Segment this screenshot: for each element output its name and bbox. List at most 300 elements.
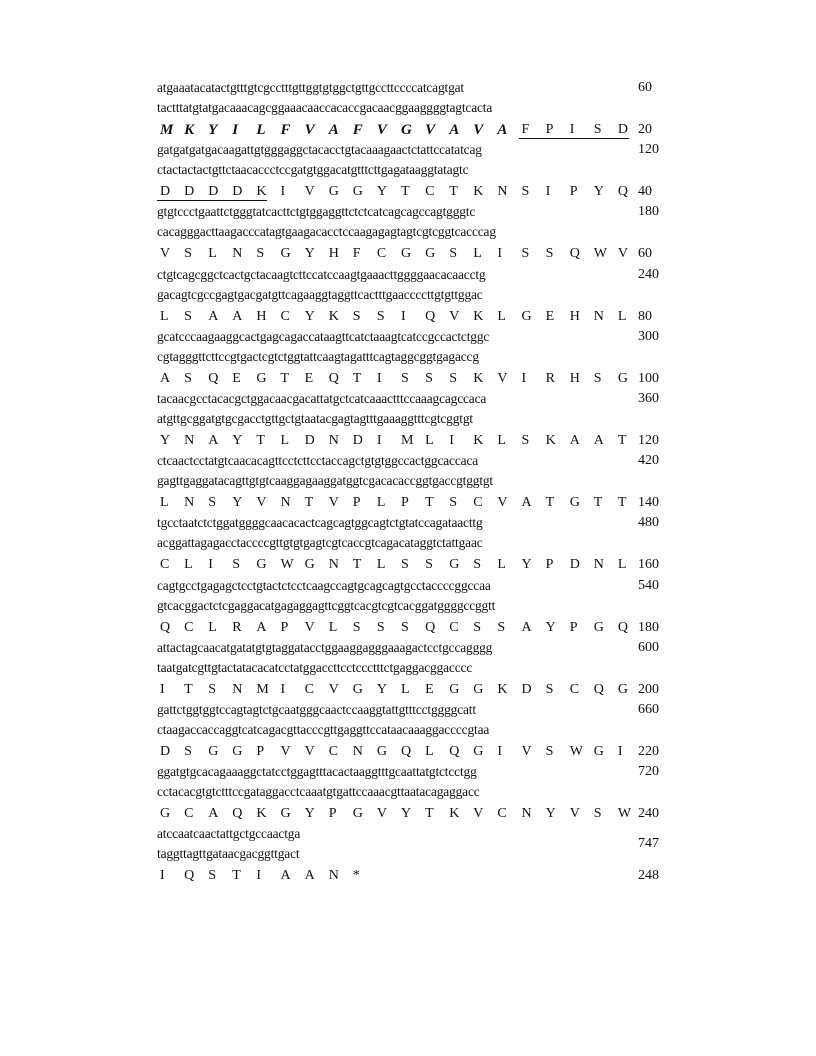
amino-acid-residue: T	[425, 806, 434, 822]
amino-acid-residue: L	[376, 495, 386, 511]
amino-acid-residue: P	[545, 557, 554, 573]
amino-acid-residue: G	[208, 744, 219, 759]
amino-acid-residue: H	[569, 370, 580, 386]
dna-bottom-strand: cgtagggttcttccgtgactcgtctggtattcaagtagatttcagtaggcggtgagaccg	[157, 348, 479, 364]
amino-acid-residue: L	[160, 308, 169, 324]
amino-acid-residue: Q	[232, 806, 243, 822]
amino-acid-residue: T	[425, 495, 434, 511]
amino-acid-residue: C	[449, 619, 459, 635]
dna-top-strand: tgcctaatctctggatggggcaacacactcagcagtggcagtctgtatccagataacttg	[157, 515, 483, 531]
amino-acid-residue: G	[521, 308, 532, 324]
amino-acid-residue: Y	[545, 619, 556, 635]
amino-acid-residue: L	[208, 619, 217, 635]
amino-acid-residue: S	[521, 184, 530, 200]
dna-bottom-strand: ctactactactgttctaacaccctccgatgtggacatgtttcttgagataaggtatagtc	[157, 162, 469, 178]
amino-acid-residue: V	[473, 806, 484, 822]
dna-bottom-strand: gagttgaggatacagttgtgtcaaggagaaggatggtcgacacaccggtgaccgtggtgt	[157, 473, 493, 489]
amino-acid-residue: Q	[184, 868, 195, 884]
amino-acid-residue: G	[473, 744, 484, 759]
amino-acid-residue: I	[160, 681, 165, 697]
amino-acid-residue: L	[376, 557, 386, 573]
amino-acid-residue: D	[304, 433, 315, 448]
amino-acid-residue: E	[304, 370, 314, 386]
amino-acid-residue: L	[328, 619, 338, 635]
amino-acid-residue: Y	[376, 681, 388, 697]
amino-acid-residue: M	[256, 681, 269, 697]
amino-acid-residue: S	[401, 370, 409, 386]
amino-acid-residue: L	[401, 681, 410, 697]
dna-top-strand: cagtgcctgagagctcctgtactctcctcaagccagtgcagcagtgcctaccccggccaa	[157, 577, 491, 593]
amino-acid-residue: L	[617, 308, 627, 324]
propeptide-underline	[157, 200, 267, 201]
amino-acid-residue: S	[545, 246, 554, 262]
amino-acid-residue: P	[352, 495, 361, 511]
amino-acid-residue: Y	[401, 806, 412, 822]
amino-acid-residue: D	[617, 122, 629, 137]
amino-acid-residue: I	[376, 433, 382, 448]
amino-acid-residue: K	[184, 122, 195, 138]
amino-acid-residue: G	[304, 557, 315, 573]
nucleotide-position: 660	[638, 702, 659, 717]
amino-acid-residue: H	[256, 308, 267, 324]
amino-acid-residue: K	[473, 184, 484, 200]
amino-acid-residue: D	[160, 744, 171, 759]
amino-acid-residue: C	[304, 681, 314, 697]
amino-acid-residue: T	[352, 370, 362, 386]
amino-acid-residue: S	[425, 370, 433, 386]
amino-acid-residue: G	[256, 557, 267, 573]
nucleotide-position: 720	[638, 764, 659, 780]
amino-acid-residue: P	[328, 806, 337, 822]
amino-acid-residue: F	[352, 246, 361, 262]
amino-acid-residue: S	[208, 868, 216, 884]
amino-acid-residue: I	[280, 184, 286, 200]
amino-acid-residue: K	[256, 806, 267, 822]
amino-acid-residue: A	[208, 308, 219, 324]
amino-acid-residue: I	[401, 308, 406, 324]
residue-position: 240	[638, 806, 659, 822]
amino-acid-residue: G	[256, 370, 267, 386]
dna-bottom-strand: taatgatcgttgtactatacacatcctatggaccttcctccctttctgaggacggacccc	[157, 659, 473, 675]
amino-acid-residue: V	[449, 308, 460, 324]
dna-top-strand: ctgtcagcggctcactgctacaagtcttccatccaagtgaaacttggggaacacaacctg	[157, 266, 486, 282]
amino-acid-residue: N	[593, 557, 604, 573]
amino-acid-residue: Q	[160, 619, 171, 635]
amino-acid-residue: A	[593, 433, 604, 448]
amino-acid-residue: S	[521, 433, 530, 448]
amino-acid-residue: G	[352, 806, 363, 822]
amino-acid-residue: I	[232, 122, 239, 138]
amino-acid-residue: Q	[617, 619, 629, 635]
amino-acid-residue: G	[401, 246, 412, 262]
amino-acid-residue: M	[160, 122, 174, 138]
amino-acid-residue: E	[425, 681, 434, 697]
amino-acid-residue: A	[521, 619, 532, 635]
amino-acid-residue: N	[328, 557, 339, 573]
amino-acid-residue: I	[545, 184, 551, 200]
dna-bottom-strand: atgttgcggatgtgcgacctgttgctgtaatacgagtagtttgaaaggtttcgtcggtgt	[157, 411, 473, 426]
amino-acid-residue: V	[425, 122, 436, 138]
amino-acid-residue: S	[593, 122, 602, 137]
amino-acid-residue: G	[593, 744, 604, 759]
amino-acid-residue: N	[497, 184, 508, 200]
dna-top-strand: atccaatcaactattgctgccaactga	[157, 826, 301, 842]
amino-acid-residue: S	[232, 557, 241, 573]
amino-acid-residue: F	[521, 122, 530, 137]
amino-acid-residue: I	[256, 868, 262, 884]
amino-acid-residue: G	[449, 557, 460, 573]
amino-acid-residue: H	[328, 246, 339, 262]
amino-acid-residue: Y	[376, 184, 388, 200]
amino-acid-residue: S	[521, 246, 530, 262]
amino-acid-residue: S	[376, 308, 385, 324]
amino-acid-residue: G	[593, 619, 604, 635]
amino-acid-residue: C	[376, 246, 387, 262]
amino-acid-residue: W	[569, 744, 583, 759]
nucleotide-position: 420	[638, 453, 659, 469]
amino-acid-residue: R	[545, 370, 555, 386]
amino-acid-residue: V	[376, 122, 387, 138]
amino-acid-residue: Y	[232, 433, 243, 448]
dna-top-strand: ggatgtgcacagaaaggctatcctggagtttacactaaggtttgcaattatgtctcctgg	[157, 764, 477, 780]
amino-acid-residue: N	[352, 744, 363, 759]
amino-acid-residue: Y	[521, 557, 532, 573]
amino-acid-residue: L	[280, 433, 290, 448]
amino-acid-residue: S	[352, 308, 361, 324]
amino-acid-residue: S	[401, 557, 409, 573]
amino-acid-residue: S	[376, 619, 385, 635]
amino-acid-residue: T	[304, 495, 314, 511]
amino-acid-residue: L	[497, 557, 506, 573]
amino-acid-residue: V	[328, 681, 339, 697]
dna-bottom-strand: cctacacgtgtctttccgataggacctcaaatgtgattccaaacgttaatacagaggacc	[157, 784, 480, 800]
amino-acid-residue: V	[376, 806, 388, 822]
amino-acid-residue: Q	[425, 308, 436, 324]
amino-acid-residue: G	[352, 681, 363, 697]
residue-position: 120	[638, 433, 659, 448]
amino-acid-residue: K	[545, 433, 556, 448]
residue-position: 180	[638, 619, 659, 635]
amino-acid-residue: S	[545, 744, 554, 759]
amino-acid-residue: V	[304, 744, 315, 759]
amino-acid-residue: M	[401, 433, 414, 448]
amino-acid-residue: A	[280, 868, 291, 884]
amino-acid-residue: S	[184, 246, 192, 262]
amino-acid-residue: Y	[304, 806, 315, 822]
residue-position: 20	[638, 122, 652, 137]
amino-acid-residue: N	[280, 495, 291, 511]
amino-acid-residue: L	[425, 744, 434, 759]
amino-acid-residue: A	[208, 433, 219, 448]
amino-acid-residue: N	[184, 433, 195, 448]
amino-acid-residue: I	[208, 557, 213, 573]
amino-acid-residue: E	[545, 308, 555, 324]
amino-acid-residue: S	[184, 744, 192, 759]
amino-acid-residue: Y	[208, 122, 218, 138]
amino-acid-residue: A	[449, 122, 460, 138]
amino-acid-residue: G	[376, 744, 388, 759]
amino-acid-residue: Y	[545, 806, 556, 822]
propeptide-underline	[519, 138, 629, 139]
amino-acid-residue: S	[208, 681, 216, 697]
amino-acid-residue: L	[425, 433, 434, 448]
amino-acid-residue: G	[328, 184, 339, 200]
amino-acid-residue: S	[184, 370, 192, 386]
dna-top-strand: gatgatgatgacaagattgtgggaggctacacctgtacaaagaactctattccatatcag	[157, 142, 482, 158]
amino-acid-residue: D	[160, 184, 171, 200]
dna-top-strand: gcatcccaagaaggcactgagcagaccataagttcatctaaagtcatccgccactctggc	[157, 328, 490, 344]
amino-acid-residue: W	[593, 246, 608, 262]
amino-acid-residue: G	[449, 681, 460, 697]
amino-acid-residue: L	[184, 557, 193, 573]
amino-acid-residue: I	[160, 868, 165, 884]
nucleotide-position: 360	[638, 391, 659, 406]
amino-acid-residue: G	[232, 744, 243, 759]
amino-acid-residue: G	[160, 806, 171, 822]
amino-acid-residue: V	[280, 744, 291, 759]
amino-acid-residue: S	[449, 370, 457, 386]
amino-acid-residue: *	[352, 868, 360, 884]
amino-acid-residue: Q	[593, 681, 604, 697]
amino-acid-residue: I	[497, 246, 503, 262]
dna-top-strand: gtgtccctgaattctgggtatcacttctgtggaggttctctcatcagcagccagtgggtc	[157, 204, 476, 220]
amino-acid-residue: N	[232, 246, 243, 262]
amino-acid-residue: Y	[304, 246, 315, 262]
amino-acid-residue: K	[473, 370, 484, 386]
amino-acid-residue: I	[280, 681, 286, 697]
amino-acid-residue: Q	[208, 370, 219, 386]
amino-acid-residue: H	[569, 308, 580, 324]
amino-acid-residue: I	[617, 744, 623, 759]
amino-acid-residue: G	[401, 122, 412, 138]
amino-acid-residue: W	[617, 806, 632, 822]
amino-acid-residue: I	[497, 744, 503, 759]
dna-bottom-strand: gacagtcgccgagtgacgatgttcagaaggtaggttcactttgaaccccttgtgttggac	[157, 286, 483, 302]
dna-bottom-strand: ctaagaccaccaggtcatcagacgttacccgttgaggttccataacaaaggaccccgtaa	[157, 722, 490, 737]
amino-acid-residue: Y	[304, 308, 315, 324]
amino-acid-residue: S	[545, 681, 554, 697]
amino-acid-residue: V	[497, 370, 508, 386]
amino-acid-residue: P	[569, 184, 578, 200]
amino-acid-residue: P	[569, 619, 578, 635]
nucleotide-position: 60	[638, 80, 652, 95]
residue-position: 100	[638, 370, 659, 386]
amino-acid-residue: Q	[449, 744, 460, 759]
amino-acid-residue: A	[232, 308, 243, 324]
amino-acid-residue: D	[208, 184, 219, 200]
amino-acid-residue: A	[208, 806, 219, 822]
amino-acid-residue: G	[569, 495, 580, 511]
amino-acid-residue: S	[449, 495, 457, 511]
amino-acid-residue: A	[328, 122, 339, 138]
residue-position: 220	[638, 744, 659, 759]
amino-acid-residue: T	[593, 495, 603, 511]
nucleotide-position: 600	[638, 639, 659, 655]
amino-acid-residue: N	[184, 495, 195, 511]
amino-acid-residue: T	[449, 184, 458, 200]
amino-acid-residue: G	[617, 370, 629, 386]
amino-acid-residue: T	[401, 184, 410, 200]
amino-acid-residue: S	[473, 619, 482, 635]
amino-acid-residue: C	[497, 806, 507, 822]
nucleotide-position: 120	[638, 142, 659, 158]
residue-position: 40	[638, 184, 652, 200]
amino-acid-residue: I	[521, 370, 527, 386]
residue-position: 200	[638, 681, 659, 697]
amino-acid-residue: V	[521, 744, 532, 759]
amino-acid-residue: V	[256, 495, 267, 511]
amino-acid-residue: C	[473, 495, 483, 511]
amino-acid-residue: G	[280, 246, 291, 262]
dna-bottom-strand: tactttatgtatgacaaacagcggaaacaaccacaccgacaacggaaggggtagtcacta	[157, 100, 493, 115]
amino-acid-residue: A	[521, 495, 532, 511]
amino-acid-residue: L	[208, 246, 217, 262]
amino-acid-residue: D	[184, 184, 195, 200]
amino-acid-residue: G	[473, 681, 484, 697]
amino-acid-residue: G	[617, 681, 629, 697]
amino-acid-residue: C	[328, 744, 339, 759]
amino-acid-residue: A	[160, 370, 171, 386]
nucleotide-position: 240	[638, 266, 659, 282]
amino-acid-residue: N	[328, 433, 339, 448]
amino-acid-residue: P	[401, 495, 409, 511]
amino-acid-residue: Y	[593, 184, 604, 200]
amino-acid-residue: V	[304, 184, 315, 200]
amino-acid-residue: P	[280, 619, 289, 635]
amino-acid-residue: V	[497, 495, 508, 511]
amino-acid-residue: N	[593, 308, 604, 324]
amino-acid-residue: V	[304, 619, 315, 635]
amino-acid-residue: T	[617, 495, 627, 511]
dna-bottom-strand: cacagggacttaagacccatagtgaagacacctccaagagagtagtcgtcggtcacccag	[157, 224, 496, 240]
amino-acid-residue: T	[232, 868, 241, 884]
amino-acid-residue: L	[617, 557, 627, 573]
amino-acid-residue: R	[232, 619, 242, 635]
amino-acid-residue: S	[449, 246, 457, 262]
amino-acid-residue: N	[521, 806, 532, 822]
amino-acid-residue: T	[617, 433, 627, 448]
amino-acid-residue: K	[256, 184, 267, 200]
amino-acid-residue: Q	[425, 619, 436, 635]
dna-top-strand: tacaacgcctacacgctggacaacgacattatgctcatcaaactttccaaagcagccaca	[157, 391, 487, 406]
dna-top-strand: atgaaatacatactgtttgtcgcctttgttggtgtggctgttgccttccccatcagtgat	[157, 80, 465, 95]
amino-acid-residue: P	[256, 744, 265, 759]
amino-acid-residue: G	[425, 246, 436, 262]
amino-acid-residue: P	[545, 122, 554, 137]
amino-acid-residue: L	[497, 308, 506, 324]
amino-acid-residue: Y	[160, 433, 171, 448]
nucleotide-position: 300	[638, 328, 659, 344]
amino-acid-residue: S	[473, 557, 482, 573]
amino-acid-residue: L	[497, 433, 506, 448]
amino-acid-residue: D	[569, 557, 580, 573]
amino-acid-residue: D	[352, 433, 363, 448]
amino-acid-residue: S	[497, 619, 506, 635]
amino-acid-residue: S	[425, 557, 433, 573]
dna-top-strand: gattctggtggtccagtagtctgcaatgggcaactccaaggtattgtttcctggggcatt	[157, 702, 476, 717]
amino-acid-residue: C	[569, 681, 580, 697]
amino-acid-residue: C	[184, 619, 194, 635]
amino-acid-residue: S	[401, 619, 409, 635]
amino-acid-residue: C	[280, 308, 290, 324]
amino-acid-residue: L	[473, 246, 482, 262]
amino-acid-residue: I	[376, 370, 382, 386]
amino-acid-residue: V	[569, 806, 580, 822]
amino-acid-residue: I	[569, 122, 575, 137]
dna-bottom-strand: gtcacggactctcgaggacatgagaggagttcggtcacgtcgtcacggatggggccggtt	[157, 597, 496, 613]
amino-acid-residue: A	[569, 433, 580, 448]
dna-top-strand: ctcaactcctatgtcaacacagttcctcttcctaccagctgtgtggccactggcaccaca	[157, 453, 479, 469]
amino-acid-residue: C	[184, 806, 194, 822]
amino-acid-residue: G	[352, 184, 363, 200]
amino-acid-residue: V	[160, 246, 171, 262]
dna-bottom-strand: taggttagttgataacgacggttgact	[157, 846, 300, 862]
amino-acid-residue: Q	[328, 370, 339, 386]
dna-bottom-strand: acggattagagacctaccccgttgtgtgagtcgtcaccgtcagacataggtctattgaac	[157, 535, 483, 551]
residue-position: 248	[638, 868, 659, 884]
amino-acid-residue: Q	[401, 744, 412, 759]
amino-acid-residue: A	[304, 868, 315, 884]
amino-acid-residue: A	[497, 122, 508, 138]
amino-acid-residue: L	[160, 495, 169, 511]
amino-acid-residue: V	[304, 122, 315, 138]
amino-acid-residue: S	[256, 246, 265, 262]
nucleotide-position: 747	[638, 836, 659, 852]
amino-acid-residue: L	[256, 122, 266, 138]
dna-top-strand: attactagcaacatgatatgtgtaggatacctggaaggagggaaagactcctgccagggg	[157, 639, 493, 655]
nucleotide-position: 180	[638, 204, 659, 220]
amino-acid-residue: T	[280, 370, 290, 386]
amino-acid-residue: K	[328, 308, 339, 324]
residue-position: 160	[638, 557, 659, 573]
amino-acid-residue: V	[617, 246, 629, 262]
amino-acid-residue: D	[521, 681, 532, 697]
amino-acid-residue: C	[425, 184, 435, 200]
amino-acid-residue: E	[232, 370, 241, 386]
amino-acid-residue: S	[352, 619, 361, 635]
amino-acid-residue: D	[232, 184, 243, 200]
amino-acid-residue: T	[352, 557, 362, 573]
amino-acid-residue: T	[184, 681, 193, 697]
amino-acid-residue: N	[232, 681, 243, 697]
nucleotide-position: 480	[638, 515, 659, 531]
amino-acid-residue: S	[593, 806, 602, 822]
nucleotide-position: 540	[638, 577, 659, 593]
amino-acid-residue: K	[473, 308, 484, 324]
amino-acid-residue: N	[328, 868, 339, 884]
amino-acid-residue: W	[280, 557, 294, 573]
amino-acid-residue: S	[208, 495, 216, 511]
residue-position: 60	[638, 246, 652, 262]
amino-acid-residue: F	[280, 122, 291, 138]
amino-acid-residue: I	[449, 433, 454, 448]
amino-acid-residue: V	[328, 495, 339, 511]
amino-acid-residue: K	[473, 433, 484, 448]
amino-acid-residue: S	[184, 308, 192, 324]
amino-acid-residue: K	[497, 681, 508, 697]
amino-acid-residue: Q	[617, 184, 629, 200]
residue-position: 80	[638, 308, 652, 324]
amino-acid-residue: C	[160, 557, 170, 573]
amino-acid-residue: S	[593, 370, 602, 386]
amino-acid-residue: T	[545, 495, 555, 511]
amino-acid-residue: Q	[569, 246, 580, 262]
amino-acid-residue: F	[352, 122, 363, 138]
amino-acid-residue: T	[256, 433, 265, 448]
amino-acid-residue: G	[280, 806, 291, 822]
amino-acid-residue: A	[256, 619, 267, 635]
residue-position: 140	[638, 495, 659, 511]
